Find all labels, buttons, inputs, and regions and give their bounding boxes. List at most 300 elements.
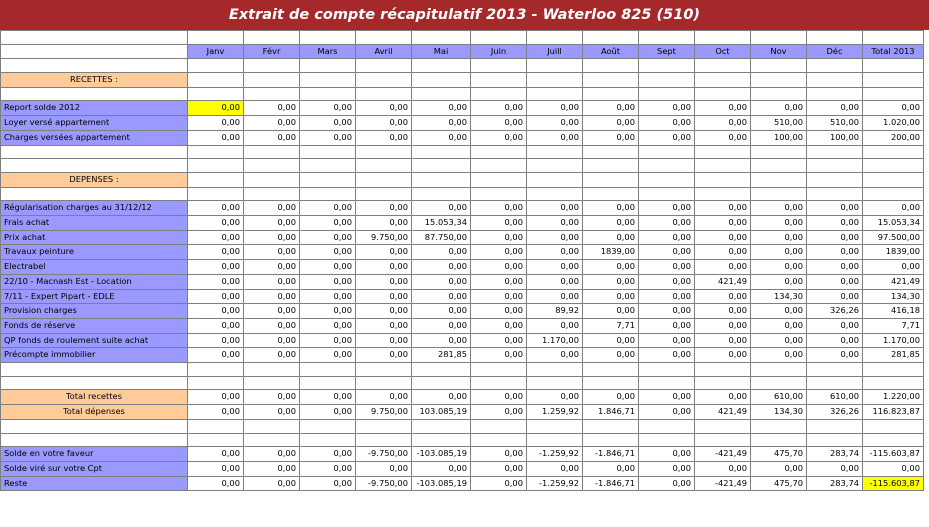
cell-empty[interactable]: [695, 363, 751, 377]
value-cell[interactable]: 281,85: [412, 348, 471, 363]
value-cell[interactable]: 0,00: [527, 230, 583, 245]
month-header[interactable]: Mars: [300, 44, 356, 59]
cell-empty[interactable]: [751, 376, 807, 390]
value-cell[interactable]: 0,00: [807, 201, 863, 216]
value-cell[interactable]: 0,00: [244, 405, 300, 420]
value-cell[interactable]: 0,00: [188, 260, 244, 275]
month-header[interactable]: Janv: [188, 44, 244, 59]
value-cell[interactable]: 0,00: [471, 245, 527, 260]
value-cell[interactable]: -1.259,92: [527, 476, 583, 491]
value-cell[interactable]: 0,00: [471, 447, 527, 462]
value-cell[interactable]: 0,00: [527, 260, 583, 275]
value-cell[interactable]: 0,00: [188, 245, 244, 260]
value-cell[interactable]: 0,00: [639, 216, 695, 231]
value-cell[interactable]: 0,00: [188, 348, 244, 363]
value-cell[interactable]: 0,00: [695, 130, 751, 145]
value-cell[interactable]: 1.846,71: [583, 405, 639, 420]
cell-empty[interactable]: [807, 159, 863, 173]
cell-empty[interactable]: [527, 31, 583, 45]
value-cell[interactable]: 0,00: [188, 101, 244, 116]
value-cell[interactable]: 0,00: [695, 260, 751, 275]
value-cell[interactable]: -115.603,87: [863, 447, 924, 462]
row-label[interactable]: Provision charges: [1, 304, 188, 319]
cell-empty[interactable]: [1, 145, 188, 159]
cell-empty[interactable]: [583, 376, 639, 390]
cell-empty[interactable]: [356, 363, 412, 377]
cell-empty[interactable]: [807, 172, 863, 187]
value-cell[interactable]: 0,00: [244, 304, 300, 319]
value-cell[interactable]: 0,00: [244, 447, 300, 462]
cell-empty[interactable]: [356, 31, 412, 45]
value-cell[interactable]: 0,00: [471, 289, 527, 304]
value-cell[interactable]: 1.170,00: [863, 333, 924, 348]
cell-empty[interactable]: [583, 419, 639, 433]
cell-empty[interactable]: [695, 433, 751, 447]
cell-empty[interactable]: [1, 363, 188, 377]
value-cell[interactable]: 0,00: [807, 101, 863, 116]
value-cell[interactable]: 0,00: [695, 461, 751, 476]
cell-empty[interactable]: [527, 172, 583, 187]
cell-empty[interactable]: [1, 31, 188, 45]
value-cell[interactable]: 0,00: [412, 333, 471, 348]
value-cell[interactable]: 0,00: [807, 333, 863, 348]
value-cell[interactable]: 0,00: [807, 274, 863, 289]
cell-empty[interactable]: [300, 145, 356, 159]
cell-empty[interactable]: [300, 172, 356, 187]
value-cell[interactable]: 416,18: [863, 304, 924, 319]
cell-empty[interactable]: [188, 87, 244, 101]
cell-empty[interactable]: [1, 87, 188, 101]
value-cell[interactable]: 0,00: [751, 304, 807, 319]
cell-empty[interactable]: [583, 59, 639, 73]
cell-empty[interactable]: [863, 31, 924, 45]
value-cell[interactable]: 0,00: [300, 130, 356, 145]
value-cell[interactable]: 0,00: [300, 390, 356, 405]
value-cell[interactable]: 0,00: [412, 130, 471, 145]
cell-empty[interactable]: [639, 433, 695, 447]
cell-empty[interactable]: [527, 73, 583, 88]
row-label[interactable]: Solde en votre faveur: [1, 447, 188, 462]
month-header[interactable]: Août: [583, 44, 639, 59]
cell-empty[interactable]: [807, 73, 863, 88]
month-header[interactable]: Sept: [639, 44, 695, 59]
cell-empty[interactable]: [356, 187, 412, 201]
row-label[interactable]: Total dépenses: [1, 405, 188, 420]
value-cell[interactable]: 0,00: [244, 201, 300, 216]
cell-empty[interactable]: [471, 376, 527, 390]
value-cell[interactable]: 0,00: [583, 461, 639, 476]
value-cell[interactable]: 89,92: [527, 304, 583, 319]
value-cell[interactable]: 0,00: [527, 318, 583, 333]
value-cell[interactable]: 15.053,34: [412, 216, 471, 231]
cell-empty[interactable]: [412, 59, 471, 73]
value-cell[interactable]: 0,00: [639, 461, 695, 476]
cell-empty[interactable]: [244, 419, 300, 433]
value-cell[interactable]: 0,00: [639, 116, 695, 131]
cell-empty[interactable]: [471, 433, 527, 447]
cell-empty[interactable]: [863, 145, 924, 159]
value-cell[interactable]: 0,00: [300, 230, 356, 245]
value-cell[interactable]: 9.750,00: [356, 230, 412, 245]
cell-empty[interactable]: [527, 159, 583, 173]
value-cell[interactable]: 0,00: [583, 304, 639, 319]
value-cell[interactable]: 0,00: [527, 101, 583, 116]
value-cell[interactable]: 0,00: [244, 116, 300, 131]
value-cell[interactable]: 15.053,34: [863, 216, 924, 231]
cell-empty[interactable]: [356, 376, 412, 390]
value-cell[interactable]: 0,00: [412, 318, 471, 333]
cell-empty[interactable]: [1, 376, 188, 390]
cell-empty[interactable]: [1, 187, 188, 201]
cell-empty[interactable]: [244, 73, 300, 88]
value-cell[interactable]: 0,00: [244, 216, 300, 231]
value-cell[interactable]: 0,00: [695, 390, 751, 405]
value-cell[interactable]: -103.085,19: [412, 476, 471, 491]
cell-empty[interactable]: [244, 172, 300, 187]
cell-empty[interactable]: [471, 363, 527, 377]
row-label[interactable]: Charges versées appartement: [1, 130, 188, 145]
cell-empty[interactable]: [583, 87, 639, 101]
row-label[interactable]: Reste: [1, 476, 188, 491]
cell-empty[interactable]: [751, 187, 807, 201]
cell-empty[interactable]: [695, 376, 751, 390]
value-cell[interactable]: 0,00: [639, 260, 695, 275]
cell-empty[interactable]: [300, 187, 356, 201]
value-cell[interactable]: -103.085,19: [412, 447, 471, 462]
cell-empty[interactable]: [863, 433, 924, 447]
cell-empty[interactable]: [300, 363, 356, 377]
value-cell[interactable]: 0,00: [583, 116, 639, 131]
value-cell[interactable]: -421,49: [695, 447, 751, 462]
cell-empty[interactable]: [412, 31, 471, 45]
cell-empty[interactable]: [695, 31, 751, 45]
cell-empty[interactable]: [583, 363, 639, 377]
cell-empty[interactable]: [639, 87, 695, 101]
cell-empty[interactable]: [471, 172, 527, 187]
value-cell[interactable]: 0,00: [188, 274, 244, 289]
value-cell[interactable]: 1.020,00: [863, 116, 924, 131]
value-cell[interactable]: 0,00: [807, 289, 863, 304]
value-cell[interactable]: 0,00: [527, 274, 583, 289]
cell-empty[interactable]: [1, 433, 188, 447]
cell-empty[interactable]: [751, 31, 807, 45]
cell-empty[interactable]: [471, 159, 527, 173]
value-cell[interactable]: 0,00: [695, 216, 751, 231]
row-label[interactable]: Total recettes: [1, 390, 188, 405]
cell-empty[interactable]: [244, 187, 300, 201]
cell-empty[interactable]: [751, 433, 807, 447]
row-label[interactable]: Régularisation charges au 31/12/12: [1, 201, 188, 216]
value-cell[interactable]: 0,00: [695, 245, 751, 260]
cell-empty[interactable]: [807, 187, 863, 201]
cell-empty[interactable]: [412, 145, 471, 159]
value-cell[interactable]: 0,00: [583, 348, 639, 363]
value-cell[interactable]: 0,00: [244, 333, 300, 348]
value-cell[interactable]: 0,00: [751, 230, 807, 245]
cell-empty[interactable]: [695, 159, 751, 173]
value-cell[interactable]: 0,00: [244, 289, 300, 304]
value-cell[interactable]: 283,74: [807, 476, 863, 491]
value-cell[interactable]: 475,70: [751, 447, 807, 462]
value-cell[interactable]: 0,00: [471, 216, 527, 231]
value-cell[interactable]: 0,00: [244, 390, 300, 405]
value-cell[interactable]: -1.259,92: [527, 447, 583, 462]
cell-empty[interactable]: [300, 59, 356, 73]
cell-empty[interactable]: [188, 73, 244, 88]
value-cell[interactable]: 0,00: [244, 318, 300, 333]
cell-empty[interactable]: [244, 376, 300, 390]
value-cell[interactable]: 0,00: [583, 260, 639, 275]
cell-empty[interactable]: [300, 433, 356, 447]
cell-empty[interactable]: [751, 419, 807, 433]
cell-empty[interactable]: [244, 87, 300, 101]
cell-empty[interactable]: [527, 419, 583, 433]
value-cell[interactable]: 421,49: [695, 274, 751, 289]
cell-empty[interactable]: [244, 145, 300, 159]
value-cell[interactable]: 0,00: [412, 461, 471, 476]
cell-empty[interactable]: [807, 59, 863, 73]
cell-empty[interactable]: [695, 87, 751, 101]
value-cell[interactable]: 0,00: [471, 461, 527, 476]
value-cell[interactable]: 281,85: [863, 348, 924, 363]
value-cell[interactable]: 0,00: [639, 405, 695, 420]
value-cell[interactable]: 0,00: [356, 101, 412, 116]
value-cell[interactable]: 0,00: [471, 390, 527, 405]
value-cell[interactable]: 0,00: [412, 304, 471, 319]
value-cell[interactable]: 283,74: [807, 447, 863, 462]
value-cell[interactable]: 0,00: [300, 245, 356, 260]
value-cell[interactable]: 0,00: [300, 304, 356, 319]
value-cell[interactable]: 97.500,00: [863, 230, 924, 245]
row-label[interactable]: 22/10 - Macnash Est - Location: [1, 274, 188, 289]
cell-empty[interactable]: [583, 433, 639, 447]
value-cell[interactable]: 610,00: [751, 390, 807, 405]
value-cell[interactable]: 0,00: [639, 130, 695, 145]
value-cell[interactable]: 0,00: [639, 318, 695, 333]
value-cell[interactable]: 0,00: [471, 333, 527, 348]
value-cell[interactable]: 0,00: [244, 461, 300, 476]
cell-empty[interactable]: [188, 31, 244, 45]
cell-empty[interactable]: [412, 159, 471, 173]
value-cell[interactable]: 0,00: [695, 101, 751, 116]
cell-empty[interactable]: [471, 73, 527, 88]
value-cell[interactable]: 0,00: [751, 216, 807, 231]
cell-empty[interactable]: [639, 376, 695, 390]
value-cell[interactable]: 0,00: [807, 245, 863, 260]
value-cell[interactable]: 0,00: [471, 476, 527, 491]
cell-empty[interactable]: [471, 145, 527, 159]
value-cell[interactable]: 0,00: [639, 274, 695, 289]
value-cell[interactable]: 7,71: [863, 318, 924, 333]
cell-empty[interactable]: [639, 419, 695, 433]
value-cell[interactable]: 510,00: [751, 116, 807, 131]
row-label[interactable]: Travaux peinture: [1, 245, 188, 260]
value-cell[interactable]: 0,00: [412, 101, 471, 116]
value-cell[interactable]: 0,00: [188, 116, 244, 131]
cell-empty[interactable]: [751, 172, 807, 187]
cell-empty[interactable]: [751, 59, 807, 73]
cell-empty[interactable]: [356, 433, 412, 447]
value-cell[interactable]: 0,00: [188, 390, 244, 405]
value-cell[interactable]: 0,00: [188, 318, 244, 333]
value-cell[interactable]: 0,00: [300, 274, 356, 289]
value-cell[interactable]: 0,00: [639, 201, 695, 216]
value-cell[interactable]: 0,00: [583, 390, 639, 405]
value-cell[interactable]: -1.846,71: [583, 476, 639, 491]
value-cell[interactable]: 0,00: [695, 348, 751, 363]
value-cell[interactable]: 0,00: [356, 461, 412, 476]
row-label[interactable]: 7/11 - Expert Pipart - EDLE: [1, 289, 188, 304]
value-cell[interactable]: 0,00: [300, 333, 356, 348]
value-cell[interactable]: 0,00: [471, 101, 527, 116]
value-cell[interactable]: 0,00: [244, 101, 300, 116]
value-cell[interactable]: 0,00: [639, 476, 695, 491]
value-cell[interactable]: 0,00: [188, 405, 244, 420]
value-cell[interactable]: 0,00: [471, 318, 527, 333]
cell-empty[interactable]: [412, 73, 471, 88]
cell-empty[interactable]: [751, 363, 807, 377]
cell-empty[interactable]: [807, 87, 863, 101]
cell-empty[interactable]: [863, 73, 924, 88]
value-cell[interactable]: 200,00: [863, 130, 924, 145]
cell-empty[interactable]: [639, 31, 695, 45]
value-cell[interactable]: -115.603,87: [863, 476, 924, 491]
value-cell[interactable]: 0,00: [807, 216, 863, 231]
value-cell[interactable]: 0,00: [356, 348, 412, 363]
month-header[interactable]: Juill: [527, 44, 583, 59]
value-cell[interactable]: 0,00: [300, 461, 356, 476]
value-cell[interactable]: 0,00: [244, 245, 300, 260]
value-cell[interactable]: 134,30: [751, 289, 807, 304]
cell-empty[interactable]: [695, 145, 751, 159]
cell-empty[interactable]: [527, 363, 583, 377]
cell-empty[interactable]: [807, 145, 863, 159]
cell-empty[interactable]: [412, 172, 471, 187]
value-cell[interactable]: 100,00: [807, 130, 863, 145]
value-cell[interactable]: 0,00: [583, 274, 639, 289]
value-cell[interactable]: 0,00: [188, 130, 244, 145]
value-cell[interactable]: 1.259,92: [527, 405, 583, 420]
value-cell[interactable]: 0,00: [583, 216, 639, 231]
cell-empty[interactable]: [863, 363, 924, 377]
value-cell[interactable]: 1839,00: [583, 245, 639, 260]
value-cell[interactable]: -9.750,00: [356, 447, 412, 462]
value-cell[interactable]: 0,00: [188, 216, 244, 231]
value-cell[interactable]: 0,00: [471, 116, 527, 131]
value-cell[interactable]: 0,00: [412, 260, 471, 275]
cell-empty[interactable]: [639, 145, 695, 159]
cell-empty[interactable]: [412, 187, 471, 201]
cell-empty[interactable]: [244, 159, 300, 173]
value-cell[interactable]: 134,30: [751, 405, 807, 420]
value-cell[interactable]: 0,00: [807, 461, 863, 476]
month-header[interactable]: Total 2013: [863, 44, 924, 59]
value-cell[interactable]: 0,00: [807, 318, 863, 333]
section-label-depenses[interactable]: DEPENSES :: [1, 172, 188, 187]
cell-empty[interactable]: [527, 59, 583, 73]
cell-empty[interactable]: [863, 87, 924, 101]
cell-empty[interactable]: [863, 59, 924, 73]
cell-empty[interactable]: [471, 59, 527, 73]
value-cell[interactable]: 0,00: [695, 304, 751, 319]
value-cell[interactable]: 0,00: [356, 274, 412, 289]
value-cell[interactable]: 0,00: [639, 245, 695, 260]
row-label[interactable]: Solde viré sur votre Cpt: [1, 461, 188, 476]
cell-empty[interactable]: [244, 363, 300, 377]
value-cell[interactable]: 0,00: [471, 304, 527, 319]
value-cell[interactable]: 0,00: [471, 274, 527, 289]
value-cell[interactable]: 0,00: [412, 201, 471, 216]
value-cell[interactable]: 0,00: [751, 274, 807, 289]
cell-empty[interactable]: [863, 419, 924, 433]
value-cell[interactable]: 87.750,00: [412, 230, 471, 245]
value-cell[interactable]: 0,00: [639, 333, 695, 348]
cell-empty[interactable]: [639, 159, 695, 173]
value-cell[interactable]: 0,00: [639, 348, 695, 363]
value-cell[interactable]: 326,26: [807, 405, 863, 420]
cell-empty[interactable]: [188, 376, 244, 390]
cell-empty[interactable]: [695, 59, 751, 73]
cell-empty[interactable]: [639, 59, 695, 73]
value-cell[interactable]: 9.750,00: [356, 405, 412, 420]
row-label[interactable]: Précompte immobilier: [1, 348, 188, 363]
cell-empty[interactable]: [807, 363, 863, 377]
value-cell[interactable]: 0,00: [863, 101, 924, 116]
value-cell[interactable]: 0,00: [527, 348, 583, 363]
value-cell[interactable]: 0,00: [527, 130, 583, 145]
cell-empty[interactable]: [1, 159, 188, 173]
cell-empty[interactable]: [471, 87, 527, 101]
value-cell[interactable]: 0,00: [751, 318, 807, 333]
row-label[interactable]: Frais achat: [1, 216, 188, 231]
cell-empty[interactable]: [188, 159, 244, 173]
value-cell[interactable]: 0,00: [356, 289, 412, 304]
value-cell[interactable]: 0,00: [300, 116, 356, 131]
value-cell[interactable]: 0,00: [244, 274, 300, 289]
row-label[interactable]: Loyer versé appartement: [1, 116, 188, 131]
cell-empty[interactable]: [695, 172, 751, 187]
cell-empty[interactable]: [583, 31, 639, 45]
cell-empty[interactable]: [527, 187, 583, 201]
cell-empty[interactable]: [471, 187, 527, 201]
row-label[interactable]: Electrabel: [1, 260, 188, 275]
value-cell[interactable]: 0,00: [300, 318, 356, 333]
value-cell[interactable]: 0,00: [300, 216, 356, 231]
value-cell[interactable]: 0,00: [807, 260, 863, 275]
value-cell[interactable]: 0,00: [471, 348, 527, 363]
value-cell[interactable]: 0,00: [471, 230, 527, 245]
value-cell[interactable]: 0,00: [639, 447, 695, 462]
cell-empty[interactable]: [412, 433, 471, 447]
value-cell[interactable]: -421,49: [695, 476, 751, 491]
cell-empty[interactable]: [639, 172, 695, 187]
cell-empty[interactable]: [188, 363, 244, 377]
value-cell[interactable]: 0,00: [695, 289, 751, 304]
value-cell[interactable]: -9.750,00: [356, 476, 412, 491]
cell-empty[interactable]: [244, 31, 300, 45]
value-cell[interactable]: 1.170,00: [527, 333, 583, 348]
value-cell[interactable]: 0,00: [412, 289, 471, 304]
cell-empty[interactable]: [244, 433, 300, 447]
cell-empty[interactable]: [471, 419, 527, 433]
value-cell[interactable]: 0,00: [471, 260, 527, 275]
value-cell[interactable]: 0,00: [527, 289, 583, 304]
cell-empty[interactable]: [188, 145, 244, 159]
value-cell[interactable]: 0,00: [751, 201, 807, 216]
cell-empty[interactable]: [300, 159, 356, 173]
value-cell[interactable]: 0,00: [751, 101, 807, 116]
value-cell[interactable]: 0,00: [356, 245, 412, 260]
